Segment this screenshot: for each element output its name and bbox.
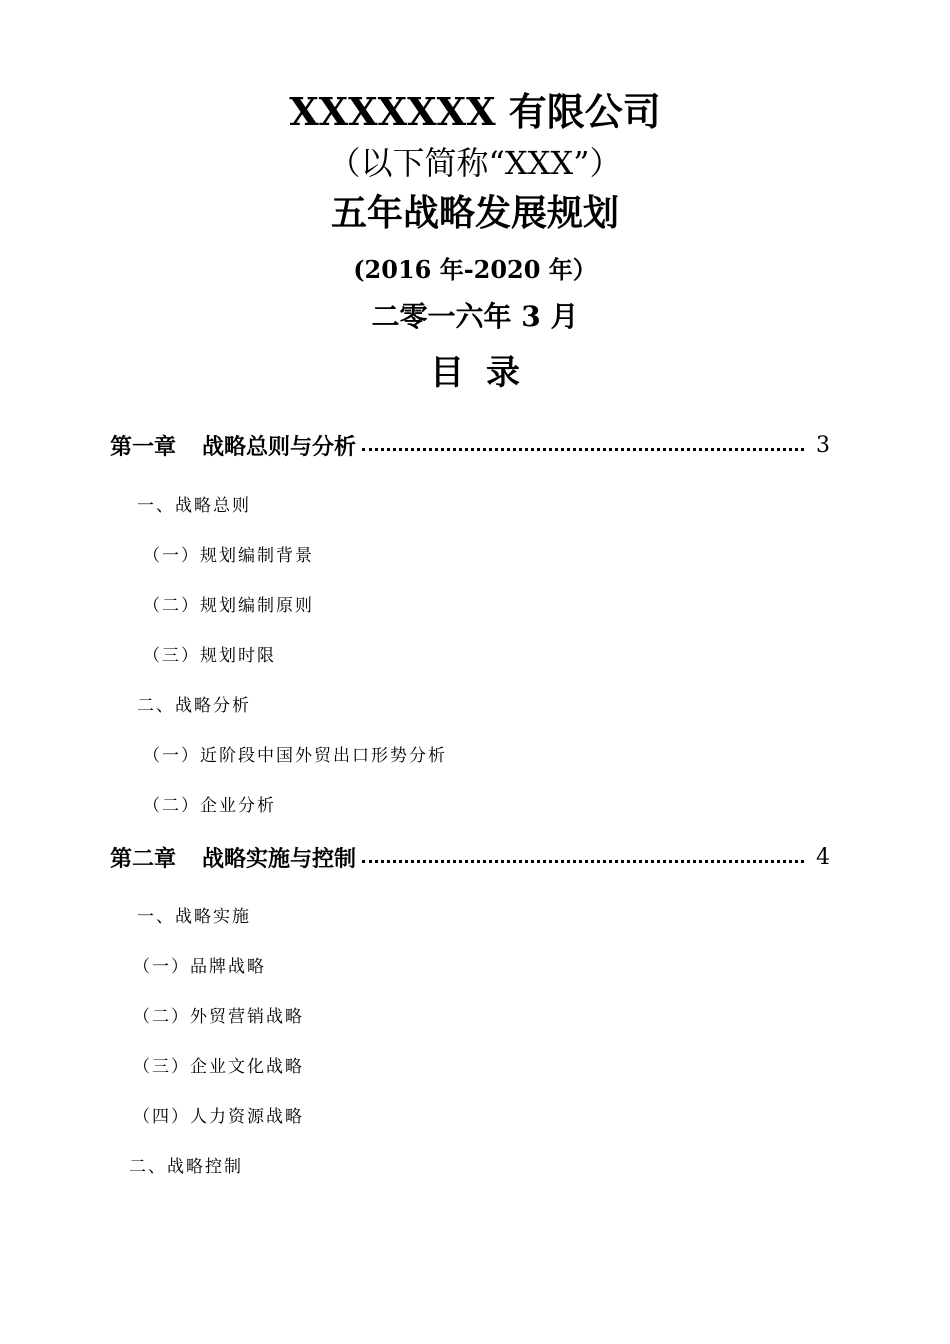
dot-leader bbox=[362, 448, 804, 451]
company-abbreviation: （以下简称“XXX”） bbox=[328, 144, 622, 182]
toc-item-brand-strategy[interactable]: （一）品牌战略 bbox=[133, 957, 266, 977]
chapter-number: 第一章 bbox=[110, 433, 177, 460]
toc-item-foreign-trade-marketing[interactable]: （二）外贸营销战略 bbox=[133, 1007, 304, 1027]
plan-period: (2016 年-2020 年） bbox=[353, 255, 597, 284]
plan-title: 五年战略发展规划 bbox=[330, 192, 619, 234]
chapter-page-number: 3 bbox=[816, 432, 830, 458]
chapter-title: 战略实施与控制 bbox=[202, 845, 357, 872]
toc-item-planning-background[interactable]: （一）规划编制背景 bbox=[143, 546, 314, 566]
toc-item-planning-timeframe[interactable]: （三）规划时限 bbox=[143, 646, 276, 666]
toc-heading: 目录 bbox=[430, 353, 542, 393]
company-title: XXXXXXX 有限公司 bbox=[289, 89, 661, 134]
chapter-page-number: 4 bbox=[816, 844, 830, 870]
toc-chapter-1[interactable] bbox=[110, 429, 830, 461]
toc-item-strategy-control[interactable]: 二、战略控制 bbox=[129, 1157, 243, 1177]
toc-item-enterprise-analysis[interactable]: （二）企业分析 bbox=[143, 796, 276, 816]
toc-chapter-2[interactable] bbox=[110, 841, 830, 873]
toc-item-strategy-principles[interactable]: 一、战略总则 bbox=[137, 496, 251, 516]
chapter-title: 战略总则与分析 bbox=[202, 433, 357, 460]
toc-item-corporate-culture[interactable]: （三）企业文化战略 bbox=[133, 1057, 304, 1077]
document-date: 二零一六年 3 月 bbox=[371, 300, 579, 333]
toc-item-human-resources[interactable]: （四）人力资源战略 bbox=[133, 1107, 304, 1127]
toc-item-export-situation-analysis[interactable]: （一）近阶段中国外贸出口形势分析 bbox=[143, 746, 447, 766]
toc-item-strategy-implementation[interactable]: 一、战略实施 bbox=[137, 907, 251, 927]
dot-leader bbox=[362, 860, 804, 863]
toc-item-strategy-analysis[interactable]: 二、战略分析 bbox=[137, 696, 251, 716]
chapter-number: 第二章 bbox=[110, 845, 177, 872]
toc-item-planning-principles[interactable]: （二）规划编制原则 bbox=[143, 596, 314, 616]
